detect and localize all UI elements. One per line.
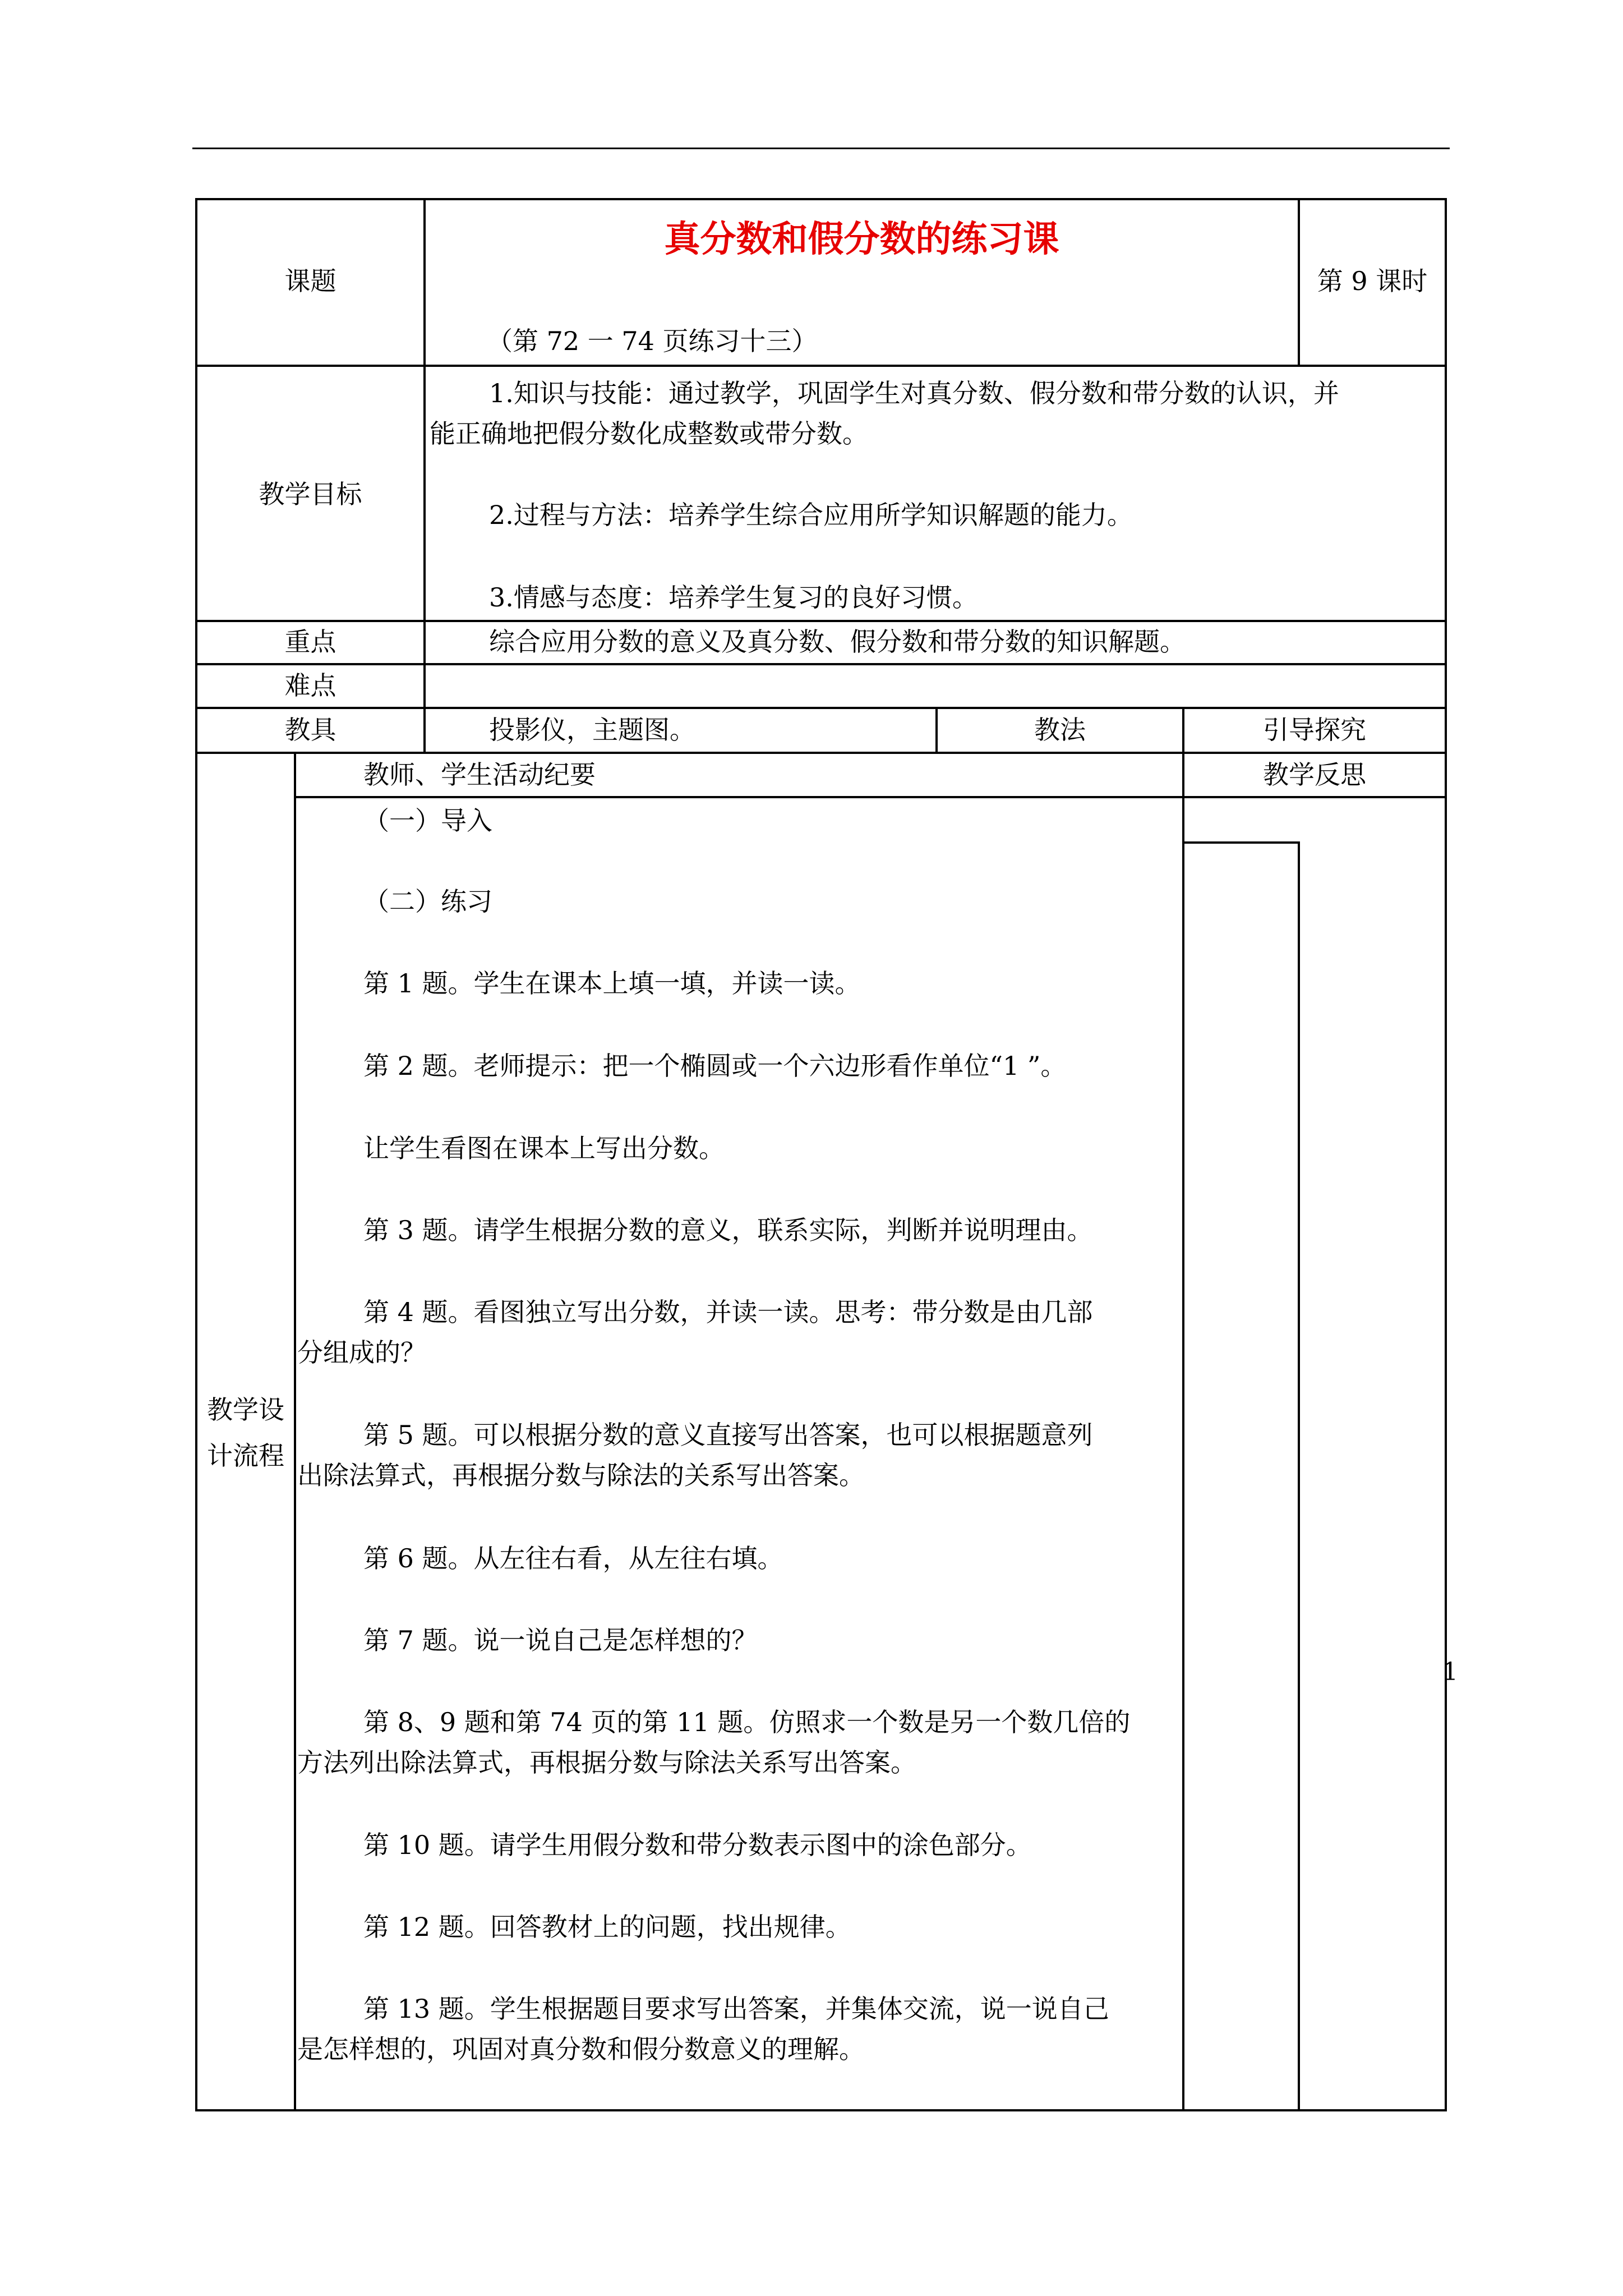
page-number: 1 <box>1442 1658 1458 1686</box>
activity-line: 出除法算式，再根据分数与除法的关系写出答案。 <box>297 1460 865 1490</box>
tools-value: 投影仪，主题图。 <box>489 715 695 745</box>
activity-line: 第 8、9 题和第 74 页的第 11 题。仿照求一个数是另一个数几倍的 <box>363 1707 1131 1737</box>
activity-line: 第 12 题。回答教材上的问题，找出规律。 <box>363 1912 851 1942</box>
process-label-line-1: 教学设 <box>207 1395 284 1425</box>
activity-line: 方法列出除法算式，再根据分数与除法关系写出答案。 <box>297 1747 916 1778</box>
lesson-title: 真分数和假分数的练习课 <box>664 218 1059 260</box>
objectives-label: 教学目标 <box>259 479 362 509</box>
process-label-line-2: 计流程 <box>207 1441 284 1471</box>
lesson-period: 第 9 课时 <box>1317 266 1428 296</box>
key-point-value: 综合应用分数的意义及真分数、假分数和带分数的知识解题。 <box>489 627 1186 657</box>
activity-line: 第 6 题。从左往右看，从左往右填。 <box>363 1543 783 1573</box>
tools-label: 教具 <box>284 715 336 745</box>
activity-line: 第 4 题。看图独立写出分数，并读一读。思考：带分数是由几部 <box>363 1297 1093 1327</box>
reflection-header: 教学反思 <box>1263 760 1366 790</box>
activity-line: 第 13 题。学生根据题目要求写出答案，并集体交流，说一说自己 <box>363 1994 1109 2024</box>
activity-line: 分组成的？ <box>297 1337 426 1368</box>
activity-line: （二）练习 <box>363 886 492 917</box>
activity-line: 第 10 题。请学生用假分数和带分数表示图中的涂色部分。 <box>363 1830 1032 1860</box>
objective-1-line-2: 能正确地把假分数化成整数或带分数。 <box>430 418 868 449</box>
activity-header: 教师、学生活动纪要 <box>363 760 596 790</box>
activity-line: 第 2 题。老师提示：把一个椭圆或一个六边形看作单位“1 ”。 <box>363 1051 1067 1081</box>
key-point-label: 重点 <box>284 627 336 657</box>
method-label: 教法 <box>1034 715 1086 745</box>
difficulty-label: 难点 <box>284 670 336 701</box>
activity-line: 第 1 题。学生在课本上填一填，并读一读。 <box>363 968 861 999</box>
activity-line: 让学生看图在课本上写出分数。 <box>363 1133 725 1163</box>
objective-1-line-1: 1.知识与技能：通过教学，巩固学生对真分数、假分数和带分数的认识，并 <box>489 378 1339 408</box>
method-value: 引导探究 <box>1263 715 1366 745</box>
activity-line: （一）导入 <box>363 806 492 836</box>
topic-label: 课题 <box>284 266 336 296</box>
activity-line: 第 5 题。可以根据分数的意义直接写出答案，也可以根据题意列 <box>363 1420 1093 1450</box>
objective-3: 3.情感与态度：培养学生复习的良好习惯。 <box>489 582 978 613</box>
lesson-pages: （第 72 一 74 页练习十三） <box>487 326 818 356</box>
activity-line: 第 7 题。说一说自己是怎样想的？ <box>363 1625 758 1655</box>
objective-2: 2.过程与方法：培养学生综合应用所学知识解题的能力。 <box>489 500 1133 530</box>
activity-line: 第 3 题。请学生根据分数的意义，联系实际，判断并说明理由。 <box>363 1215 1093 1245</box>
activity-line: 是怎样想的，巩固对真分数和假分数意义的理解。 <box>297 2034 865 2064</box>
header-rule <box>192 148 1450 149</box>
